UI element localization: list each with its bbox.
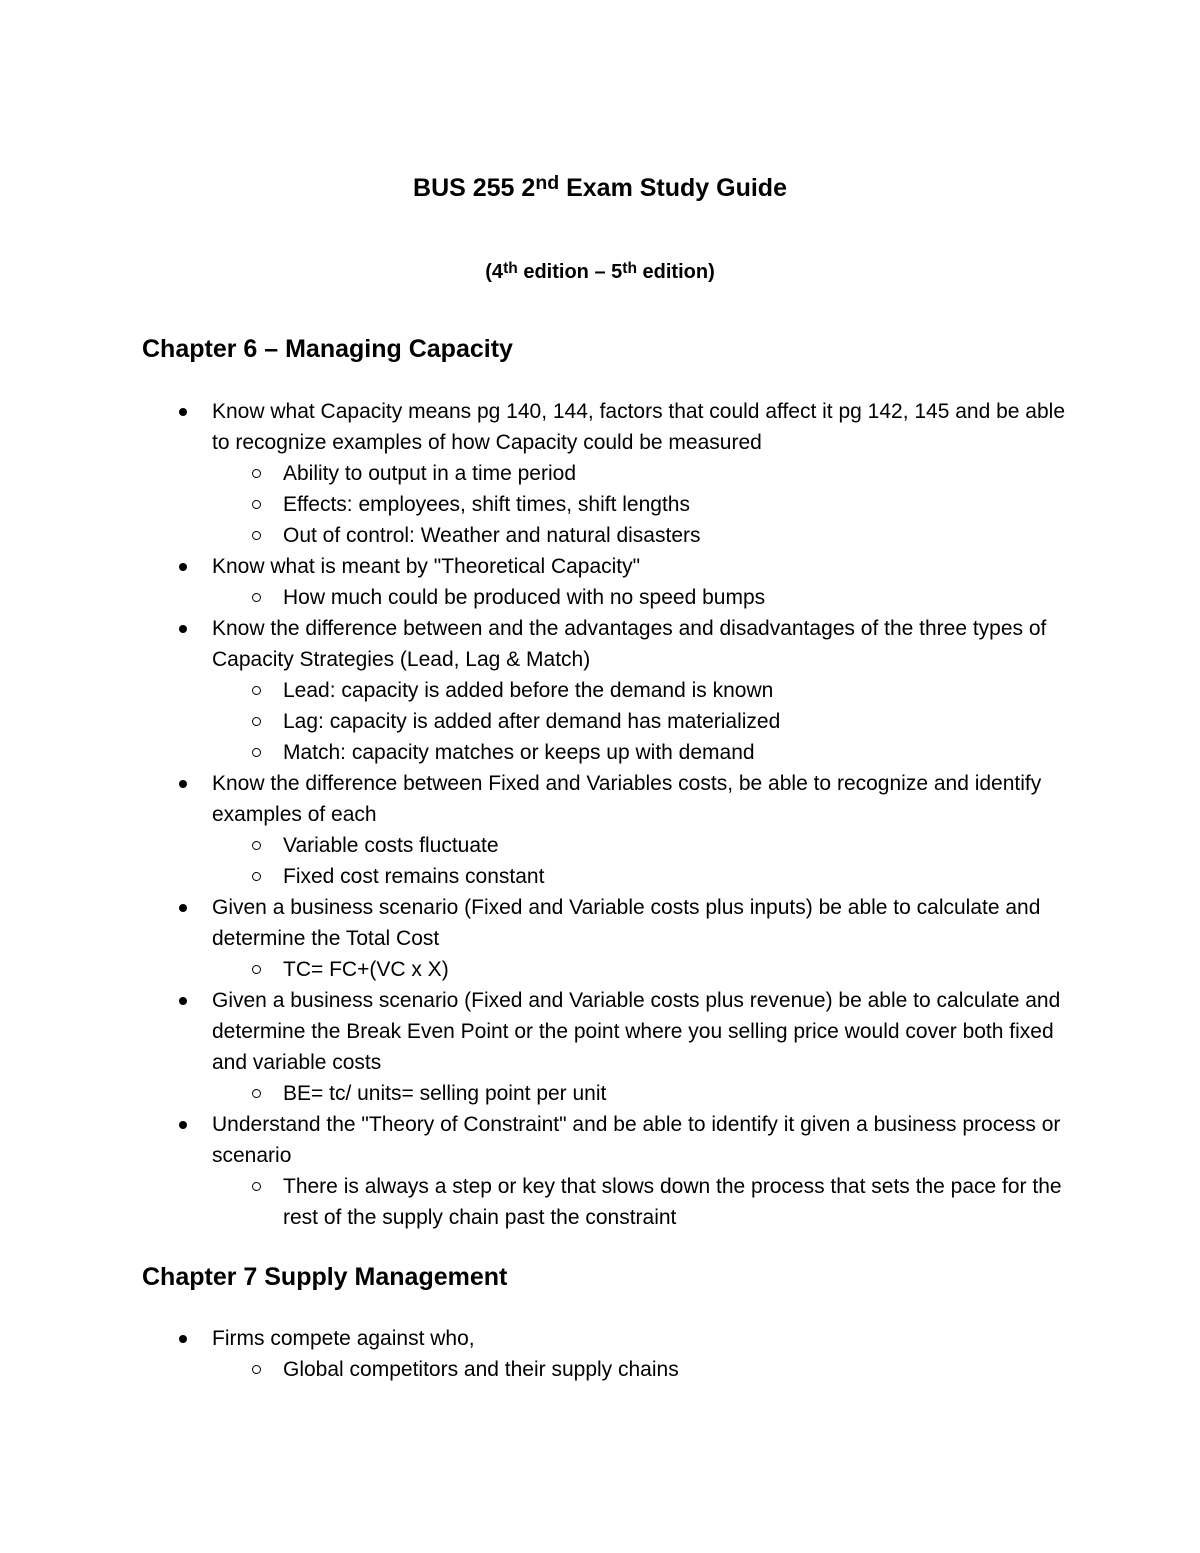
sub-list-item	[283, 582, 1073, 613]
list-item	[212, 985, 1072, 1078]
sub-list-item	[283, 706, 1073, 737]
sub-list-item-text: Ability to output in a time period	[283, 462, 576, 485]
hollow-bullet-icon	[252, 1365, 261, 1374]
sub-list-item-text: Lead: capacity is added before the demand is known	[283, 679, 774, 702]
hollow-bullet-icon	[252, 1089, 261, 1098]
hollow-bullet-icon	[252, 531, 261, 540]
sub-list-item-text: There is always a step or key that slows down the process that sets the pace for the rest of the supply chain past the constraint	[283, 1175, 1062, 1229]
hollow-bullet-icon	[252, 686, 261, 695]
hollow-bullet-icon	[252, 841, 261, 850]
sub-list-item	[283, 737, 1073, 768]
chapter-heading: Chapter 7 Supply Management	[142, 1263, 508, 1291]
bullet-icon	[179, 625, 187, 633]
hollow-bullet-icon	[252, 872, 261, 881]
list-item	[212, 768, 1072, 830]
sub-list-item	[283, 1171, 1073, 1233]
list-item-text: Know what is meant by "Theoretical Capacity"	[212, 555, 641, 578]
sub-list-item	[283, 458, 1073, 489]
sub-list-item	[283, 830, 1073, 861]
list-item	[212, 613, 1072, 675]
list-item-text: Given a business scenario (Fixed and Variable costs plus revenue) be able to calculate and determine the Break Even Point or the point where you selling price would cover both fixed and variable costs	[212, 989, 1061, 1074]
hollow-bullet-icon	[252, 965, 261, 974]
list-item	[212, 1109, 1072, 1171]
sub-list-item	[283, 861, 1073, 892]
hollow-bullet-icon	[252, 1182, 261, 1191]
sub-list-item-text: Fixed cost remains constant	[283, 865, 545, 888]
hollow-bullet-icon	[252, 748, 261, 757]
list-item-text: Firms compete against who,	[212, 1327, 475, 1350]
list-item	[212, 892, 1072, 954]
list-item	[212, 1323, 1072, 1354]
sub-list-item-text: Out of control: Weather and natural disasters	[283, 524, 701, 547]
list-item-text: Know the difference between Fixed and Variables costs, be able to recognize and identify examples of each	[212, 772, 1042, 826]
bullet-icon	[179, 904, 187, 912]
sub-list-item	[283, 489, 1073, 520]
hollow-bullet-icon	[252, 500, 261, 509]
title-superscript: nd	[535, 172, 560, 195]
hollow-bullet-icon	[252, 593, 261, 602]
list-item-text: Understand the "Theory of Constraint" and be able to identify it given a business process or scenario	[212, 1113, 1061, 1167]
sub-list-item-text: Effects: employees, shift times, shift lengths	[283, 493, 690, 516]
edition-subtitle	[0, 258, 1200, 286]
bullet-icon	[179, 1121, 187, 1129]
sub-list-item-text: Variable costs fluctuate	[283, 834, 499, 857]
bullet-icon	[179, 408, 187, 416]
hollow-bullet-icon	[252, 717, 261, 726]
sub-list-item-text: TC= FC+(VC x X)	[283, 958, 449, 981]
list-item-text: Know what Capacity means pg 140, 144, factors that could affect it pg 142, 145 and be able to recognize examples of how Capacity could be measured	[212, 400, 1066, 454]
subtitle-superscript: th	[503, 259, 518, 277]
subtitle-part: (4	[485, 261, 504, 283]
list-item-text: Given a business scenario (Fixed and Variable costs plus inputs) be able to calculate and determine the Total Cost	[212, 896, 1041, 950]
sub-list-item-text: BE= tc/ units= selling point per unit	[283, 1082, 607, 1105]
list-item-text: Know the difference between and the advantages and disadvantages of the three types of Capacity Strategies (Lead, Lag & Match)	[212, 617, 1047, 671]
bullet-icon	[179, 1335, 187, 1343]
sub-list-item	[283, 675, 1073, 706]
list-item	[212, 551, 1072, 582]
hollow-bullet-icon	[252, 469, 261, 478]
title-text: BUS 255 2	[413, 174, 536, 202]
sub-list-item-text: Global competitors and their supply chains	[283, 1358, 679, 1381]
document-title	[0, 172, 1200, 204]
title-text-end: Exam Study Guide	[559, 174, 787, 202]
sub-list-item	[283, 954, 1073, 985]
sub-list-item-text: Lag: capacity is added after demand has materialized	[283, 710, 781, 733]
bullet-icon	[179, 780, 187, 788]
bullet-icon	[179, 997, 187, 1005]
chapter-6-list	[0, 396, 1200, 1233]
sub-list-item-text: How much could be produced with no speed bumps	[283, 586, 766, 609]
bullet-icon	[179, 563, 187, 571]
sub-list-item	[283, 520, 1073, 551]
sub-list-item-text: Match: capacity matches or keeps up with demand	[283, 741, 755, 764]
subtitle-part: edition – 5	[517, 261, 623, 283]
subtitle-superscript: th	[622, 259, 637, 277]
chapter-7-list	[0, 1323, 1200, 1385]
list-item	[212, 396, 1072, 458]
chapter-heading: Chapter 6 – Managing Capacity	[142, 335, 513, 363]
sub-list-item	[283, 1354, 1073, 1385]
sub-list-item	[283, 1078, 1073, 1109]
subtitle-part: edition)	[636, 261, 715, 283]
